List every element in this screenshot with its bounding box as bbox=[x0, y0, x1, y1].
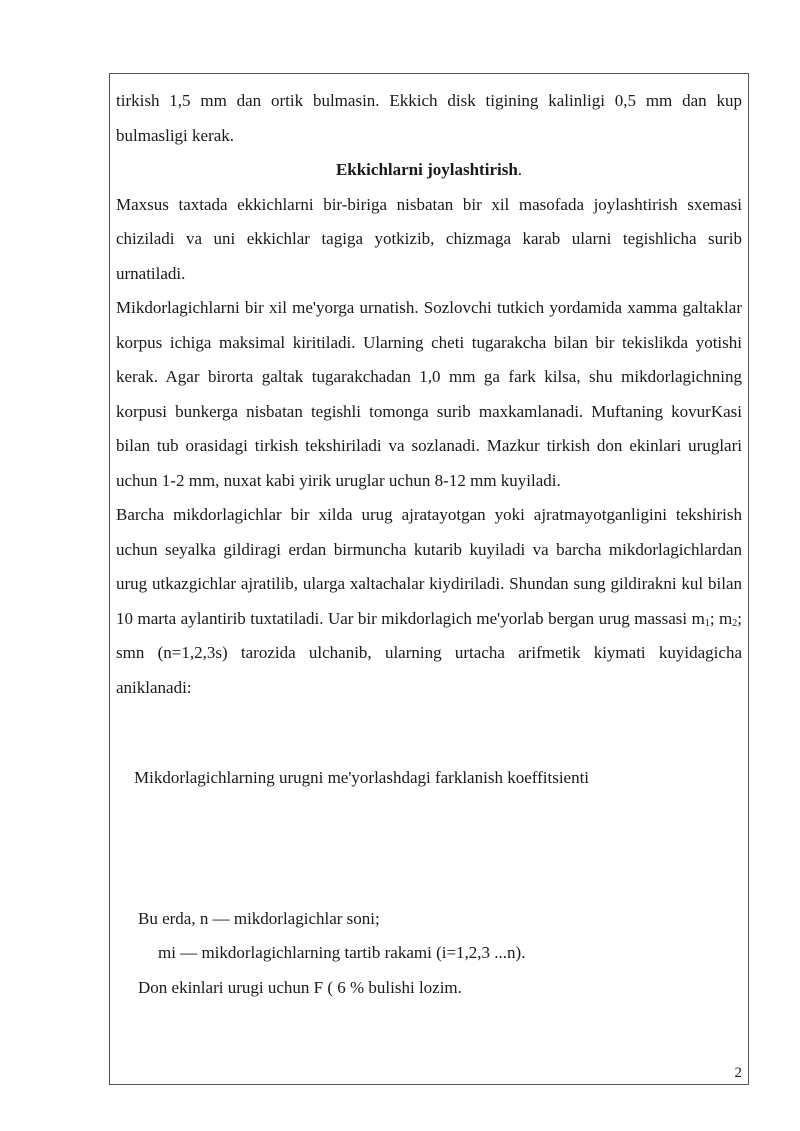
where-mi-line: mi — mikdorlagichlarning tartib rakami (i=1,2,3 ...n). bbox=[158, 943, 526, 962]
conclusion-line: Don ekinlari urugi uchun F ( 6 % bulishi lozim. bbox=[138, 977, 462, 997]
page-frame bbox=[109, 73, 749, 1085]
paragraph-metering: Mikdorlagichlarni bir xil me'yorga urnatish. Sozlovchi tutkich yordamida xamma galtaklar korpus ichiga maksimal kiritiladi. Ularning cheti tugarakcha bilan bir tekislikda yotishi kerak. Agar birorta galtak tugarakchadan 1,0 mm ga fark kilsa, shu mikdorlagichning korpusi bunkerga nisbatan tegishli tomonga surib maxkamlanadi. Muftaning kovurKasi bilan tub orasidagi tirkish tekshiriladi va sozlanadi. Mazkur tirkish don ekinlari uruglari uchun 1-2 mm, nuxat kabi yirik uruglar uchun 8-12 mm kuyiladi. bbox=[116, 298, 742, 490]
subscript-1: 1 bbox=[704, 617, 710, 629]
para3-part-b: ; m bbox=[709, 608, 733, 628]
where-n-line: Bu erda, n — mikdorlagichlar soni; bbox=[138, 908, 380, 928]
formula-space-2 bbox=[116, 796, 742, 902]
heading-suffix: . bbox=[517, 160, 523, 179]
formula-space-1 bbox=[116, 705, 742, 761]
paragraph-layout: Maxsus taxtada ekkichlarni bir-biriga nisbatan bir xil masofada joylashtirish sxemasi chiziladi va uni ekkichlar tagiga yotkizib, chizmaga karab ularni tegishlicha surib urnatiladi. bbox=[116, 194, 742, 283]
para3-part-a: Barcha mikdorlagichlar bir xilda urug ajratayotgan yoki ajratmayotganligini tekshirish uchun seyalka gildiragi erdan birmuncha kutarib kuyiladi va barcha mikdorlagichlardan urug utkazgichlar ajratilib, ularga xaltachalar kiydiriladi. Shundan sung gildirakni kul bilan 10 marta aylantirib tuxtatiladi. Uar bir mikdorlagich me'yorlab bergan urug massasi m bbox=[116, 505, 742, 628]
intro-paragraph: tirkish 1,5 mm dan ortik bulmasin. Ekkich disk tigining kalinligi 0,5 mm dan kup bulmasligi kerak. bbox=[116, 91, 742, 145]
para3-part-c: ; smn (n=1,2,3s) tarozida ulchanib, ularning urtacha arifmetik kiymati kuyidagicha aniklanadi: bbox=[116, 608, 742, 697]
heading-text: Ekkichlarni joylashtirish bbox=[335, 160, 518, 179]
page-content bbox=[116, 84, 742, 1005]
paragraph-check bbox=[116, 498, 742, 705]
subscript-2: 2 bbox=[732, 617, 738, 629]
section-heading bbox=[116, 153, 742, 188]
coefficient-line: Mikdorlagichlarning urugni me'yorlashdagi farklanish koeffitsienti bbox=[134, 768, 590, 787]
page-number: 2 bbox=[734, 1065, 742, 1081]
